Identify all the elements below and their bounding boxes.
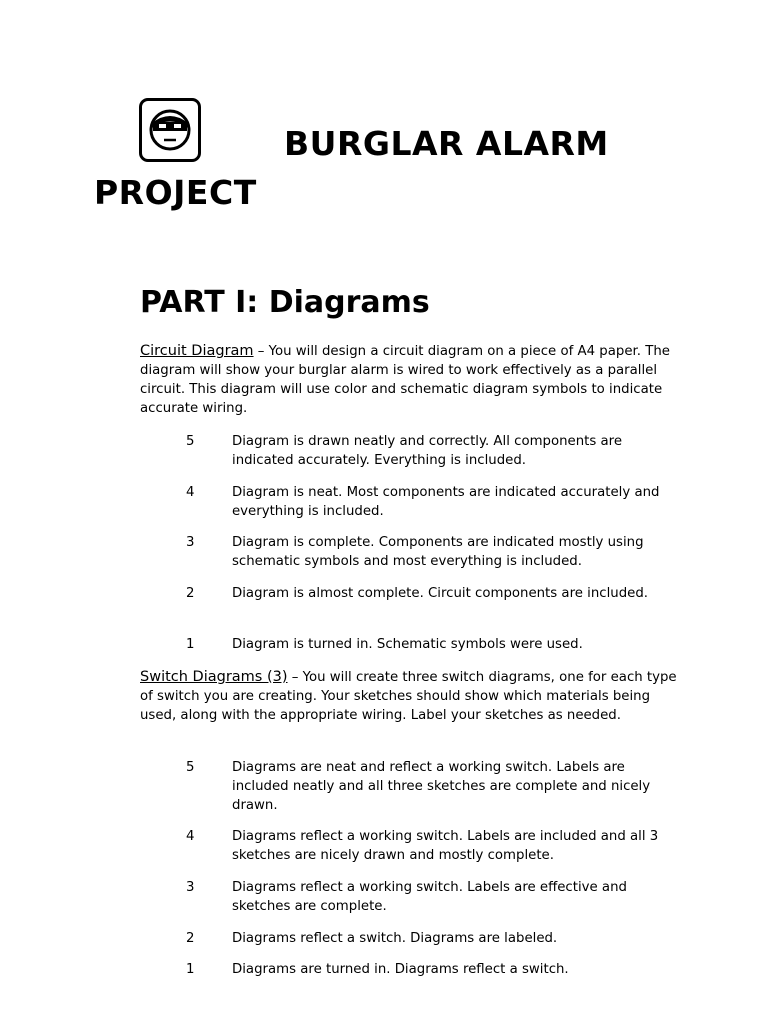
- rubric-score: 5: [186, 434, 195, 449]
- rubric-item: [186, 483, 676, 521]
- rubric-text: Diagram is neat. Most components are indicated accurately and everything is included.: [232, 485, 660, 519]
- rubric-text: Diagram is turned in. Schematic symbols were used.: [232, 637, 583, 652]
- rubric-item: [186, 827, 676, 865]
- rubric-item: [186, 878, 676, 916]
- rubric-text: Diagram is drawn neatly and correctly. All components are indicated accurately. Everything is included.: [232, 434, 623, 468]
- title-line-1: BURGLAR ALARM: [284, 124, 609, 163]
- circuit-intro: [140, 342, 680, 418]
- rubric-score: 5: [186, 760, 195, 775]
- rubric-item: [186, 635, 676, 654]
- rubric-item: [186, 960, 676, 979]
- rubric-text: Diagrams reflect a working switch. Labels are included and all 3 sketches are nicely drawn and mostly complete.: [232, 829, 659, 863]
- part-heading: PART I: Diagrams: [140, 285, 430, 320]
- switch-intro: [140, 668, 680, 725]
- circuit-lead: Circuit Diagram: [140, 343, 254, 359]
- rubric-score: 1: [186, 637, 195, 652]
- rubric-score: 1: [186, 962, 195, 977]
- rubric-text: Diagrams are turned in. Diagrams reflect a switch.: [232, 962, 569, 977]
- rubric-score: 4: [186, 485, 195, 500]
- rubric-item: [186, 758, 676, 815]
- rubric-score: 3: [186, 535, 195, 550]
- rubric-score: 4: [186, 829, 195, 844]
- circuit-text: – You will design a circuit diagram on a piece of A4 paper. The diagram will show your burglar alarm is wired to work effectively as a parallel circuit. This diagram will use color and schematic diagram symbols to indicate accurate wiring.: [140, 344, 670, 416]
- rubric-text: Diagram is complete. Components are indicated mostly using schematic symbols and most everything is included.: [232, 535, 644, 569]
- switch-lead: Switch Diagrams (3): [140, 669, 288, 685]
- rubric-item: [186, 929, 676, 948]
- rubric-text: Diagrams are neat and reflect a working switch. Labels are included neatly and all three sketches are complete and nicely drawn.: [232, 760, 651, 813]
- rubric-text: Diagrams reflect a switch. Diagrams are labeled.: [232, 931, 558, 946]
- rubric-score: 2: [186, 586, 195, 601]
- burglar-face-icon: [139, 98, 201, 162]
- switch-text: – You will create three switch diagrams, one for each type of switch you are creating. Your sketches should show which materials being used, along with the appropriate wiring. Label your sketches as needed.: [140, 670, 677, 723]
- rubric-item: [186, 584, 676, 603]
- rubric-item: [186, 533, 676, 571]
- rubric-score: 3: [186, 880, 195, 895]
- rubric-item: [186, 432, 676, 470]
- rubric-score: 2: [186, 931, 195, 946]
- rubric-text: Diagram is almost complete. Circuit components are included.: [232, 586, 649, 601]
- rubric-text: Diagrams reflect a working switch. Labels are effective and sketches are complete.: [232, 880, 627, 914]
- title-line-2: PROJECT: [94, 173, 257, 212]
